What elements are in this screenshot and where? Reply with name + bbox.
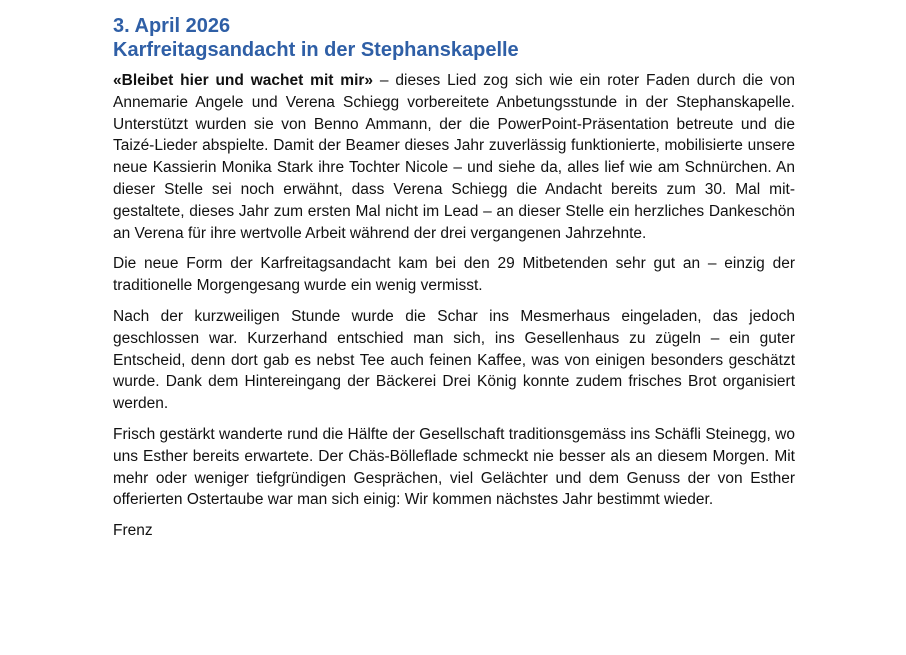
paragraph-1-lead-quote: «Bleibet hier und wachet mit mir» xyxy=(113,72,374,89)
article xyxy=(113,14,795,542)
paragraph-1 xyxy=(113,70,795,244)
paragraph-2: Die neue Form der Karfreitagsandacht kam bei den 29 Mitbetenden sehr gut an – einzig der traditionelle Morgengesang wurde ein wenig vermisst. xyxy=(113,255,795,295)
author-signature: Frenz xyxy=(113,522,153,540)
paragraph-3: Nach der kurzweiligen Stunde wurde die Schar ins Mesmerhaus eingeladen, das jedoch geschlossen war. Kurzerhand entschied man sich, ins Gesellenhaus zu zügeln – ein guter Entscheid, denn dort gab es nebst Tee auch feinen Kaffee, was von einigen besonders geschätzt wurde. Dank dem Hintereingang der Bäckerei Drei König konnte zudem frisches Brot organisiert werden. xyxy=(113,307,795,413)
paragraph-1-text: – dieses Lied zog sich wie ein roter Faden durch die von Annemarie Angele und Verena Schiegg vorbereitete Anbetungsstunde in der Stephanskapelle. Unterstützt wurden sie von Benno Ammann, der die PowerPoint-Präsentation betreute und die Taizé-Lieder abspielte. Damit der Beamer dieses Jahr zuverlässig funktionierte, mobilisierte unsere neue Kassierin Monika Stark ihre Tochter Nicole – und siehe da, alles lief wie am Schnürchen. An dieser Stelle sei noch erwähnt, dass Verena Schiegg die Andacht bereits zum 30. Mal mitgestaltete, dieses Jahr zum ersten Mal nicht im Lead – an dieser Stelle ein herzliches Dankeschön an Verena für ihre wertvolle Arbeit während der drei vergangenen Jahrzehnte. xyxy=(113,72,795,242)
article-date: 3. April 2026 xyxy=(113,15,231,37)
paragraph-4: Frisch gestärkt wanderte rund die Hälfte der Gesellschaft traditionsgemäss ins Schäfli Steinegg, wo uns Esther bereits erwartete. Der Chäs-Bölleflade schmeckt nie besser als an diesem Morgen. Mit mehr oder weniger tiefgründigen Gesprächen, viel Gelächter und dem Genuss der von Esther offerierten Ostertaube war man sich einig: Wir kommen nächstes Jahr bestimmt wieder. xyxy=(113,425,795,509)
article-title: Karfreitagsandacht in der Stephanskapelle xyxy=(113,39,519,61)
